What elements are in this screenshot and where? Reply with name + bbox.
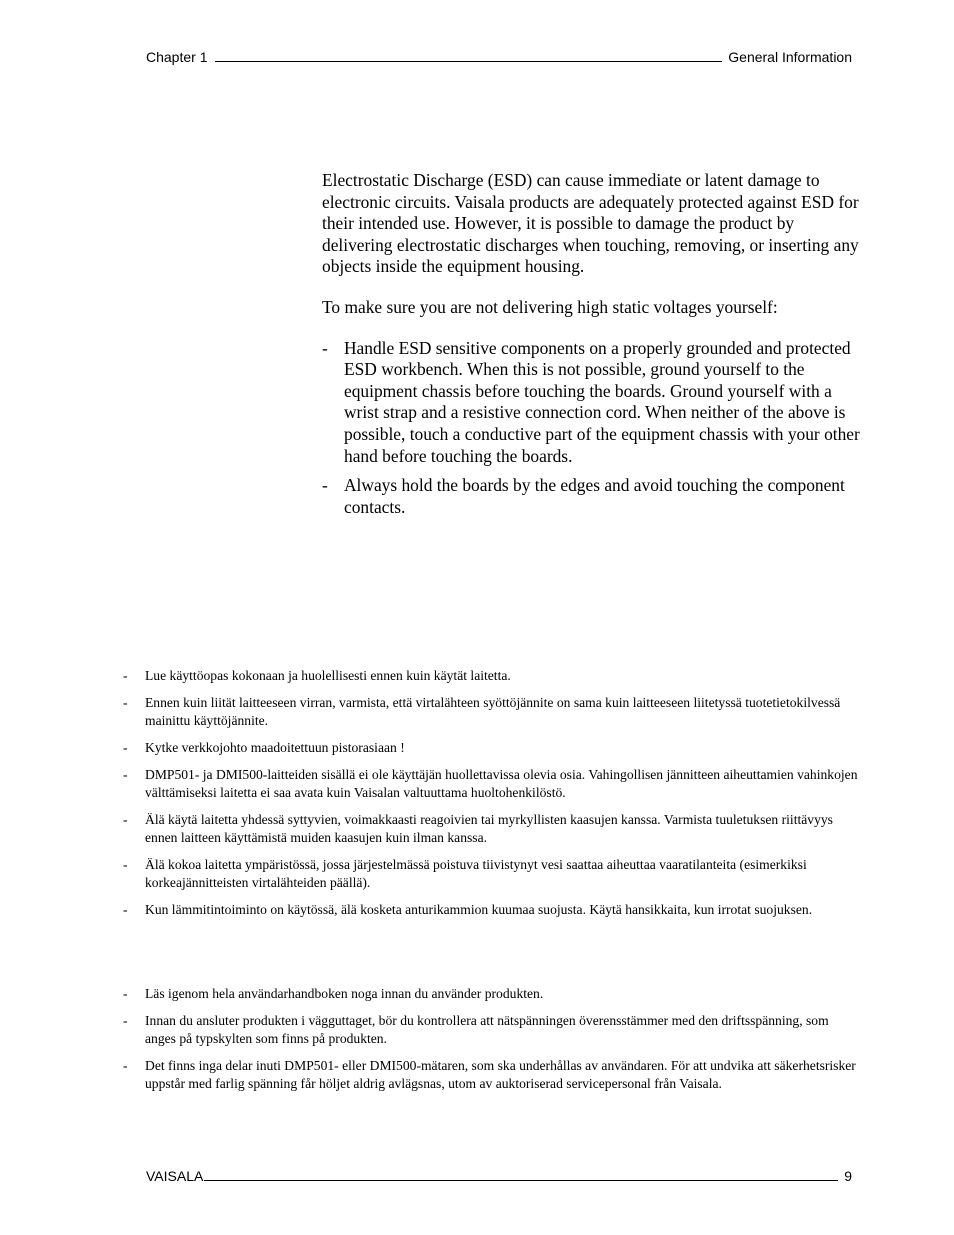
page-footer [146,1167,852,1185]
list-item-text: Kun lämmitintoiminto on käytössä, älä kosketa anturikammion kuumaa suojusta. Käytä hansikkaita, kun irrotat suojuksen. [145,902,813,917]
list-item [123,856,858,892]
list-item-text: Handle ESD sensitive components on a properly grounded and protected ESD workbench. When this is not possible, ground yourself to the equipment chassis before touching the boards. Ground yourself with a wrist strap and a resistive connection cord. When neither of the above is possible, touch a conductive part of the equipment chassis with your other hand before touching the boards. [344,337,860,466]
page-header [146,48,852,66]
list-item [322,338,862,468]
bullet-dash: - [123,767,128,782]
list-item [123,1012,858,1048]
bullet-dash: - [123,857,128,872]
esd-section [322,170,862,526]
bullet-dash: - [123,902,128,917]
list-item-text: Älä kokoa laitetta ympäristössä, jossa järjestelmässä poistuva tiivistynyt vesi saattaa aiheuttaa vaaratilanteita (esimerkiksi korkeajännitteisten virtalähteiden päällä). [145,857,807,890]
header-rule [215,48,722,62]
page-number: 9 [844,1168,852,1184]
bullet-dash: - [123,740,128,755]
bullet-dash: - [123,1013,128,1028]
list-item [322,475,862,518]
list-item-text: Älä käytä laitetta yhdessä syttyvien, voimakkaasti reagoivien tai myrkyllisten kaasujen kanssa. Varmista tuuletuksen riittävyys ennen laitteen käyttämistä muiden kaasujen kuin ilman kanssa. [145,812,833,845]
list-item-text: Lue käyttöopas kokonaan ja huolellisesti ennen kuin käytät laitetta. [145,668,511,683]
company-name: VAISALA [146,1168,204,1184]
list-item [123,985,858,1003]
list-item [123,739,858,757]
bullet-dash: - [123,668,128,683]
list-item-text: Ennen kuin liität laitteeseen virran, varmista, että virtalähteen syöttöjännite on sama kuin laitteeseen liitetyssä tuotetietokilvessä mainittu käyttöjännite. [145,695,841,728]
bullet-dash: - [123,812,128,827]
list-item [123,694,858,730]
bullet-dash: - [322,475,328,496]
esd-list [322,338,862,519]
list-item [123,811,858,847]
list-item-text: Läs igenom hela användarhandboken noga innan du använder produkten. [145,986,544,1001]
bullet-dash: - [123,695,128,710]
bullet-dash: - [123,986,128,1001]
list-item-text: Innan du ansluter produkten i vägguttaget, bör du kontrollera att nätspänningen överensstämmer med den driftsspänning, som anges på typskylten som finns på produkten. [145,1013,829,1046]
list-item-text: DMP501- ja DMI500-laitteiden sisällä ei ole käyttäjän huollettavissa olevia osia. Vahingollisen jännitteen aiheuttamien vahinkojen välttämiseksi laitetta ei saa avata kuin Vaisalan valtuuttama huoltohenkilöstö. [145,767,858,800]
finnish-safety-list [123,667,858,928]
list-item [123,1057,858,1093]
list-item [123,901,858,919]
list-item [123,766,858,802]
list-item-text: Det finns inga delar inuti DMP501- eller DMI500-mätaren, som ska underhållas av användaren. För att undvika att säkerhetsrisker uppstår med farlig spänning får höljet aldrig avlägsnas, utom av auktoriserad servicepersonal från Vaisala. [145,1058,856,1091]
footer-rule [204,1167,838,1181]
list-item-text: Always hold the boards by the edges and avoid touching the component contacts. [344,475,845,517]
list-item [123,667,858,685]
bullet-dash: - [322,337,328,358]
esd-lead: To make sure you are not delivering high static voltages yourself: [322,296,778,317]
chapter-label: Chapter 1 [146,49,208,65]
bullet-dash: - [123,1058,128,1073]
list-item-text: Kytke verkkojohto maadoitettuun pistorasiaan ! [145,740,405,755]
swedish-safety-list [123,985,858,1102]
section-title: General Information [728,49,852,65]
esd-intro: Electrostatic Discharge (ESD) can cause immediate or latent damage to electronic circuits. Vaisala products are adequately protected against ESD for their intended use. However, it is possible to damage the product by delivering electrostatic discharges when touching, removing, or inserting any objects inside the equipment housing. [322,170,859,277]
